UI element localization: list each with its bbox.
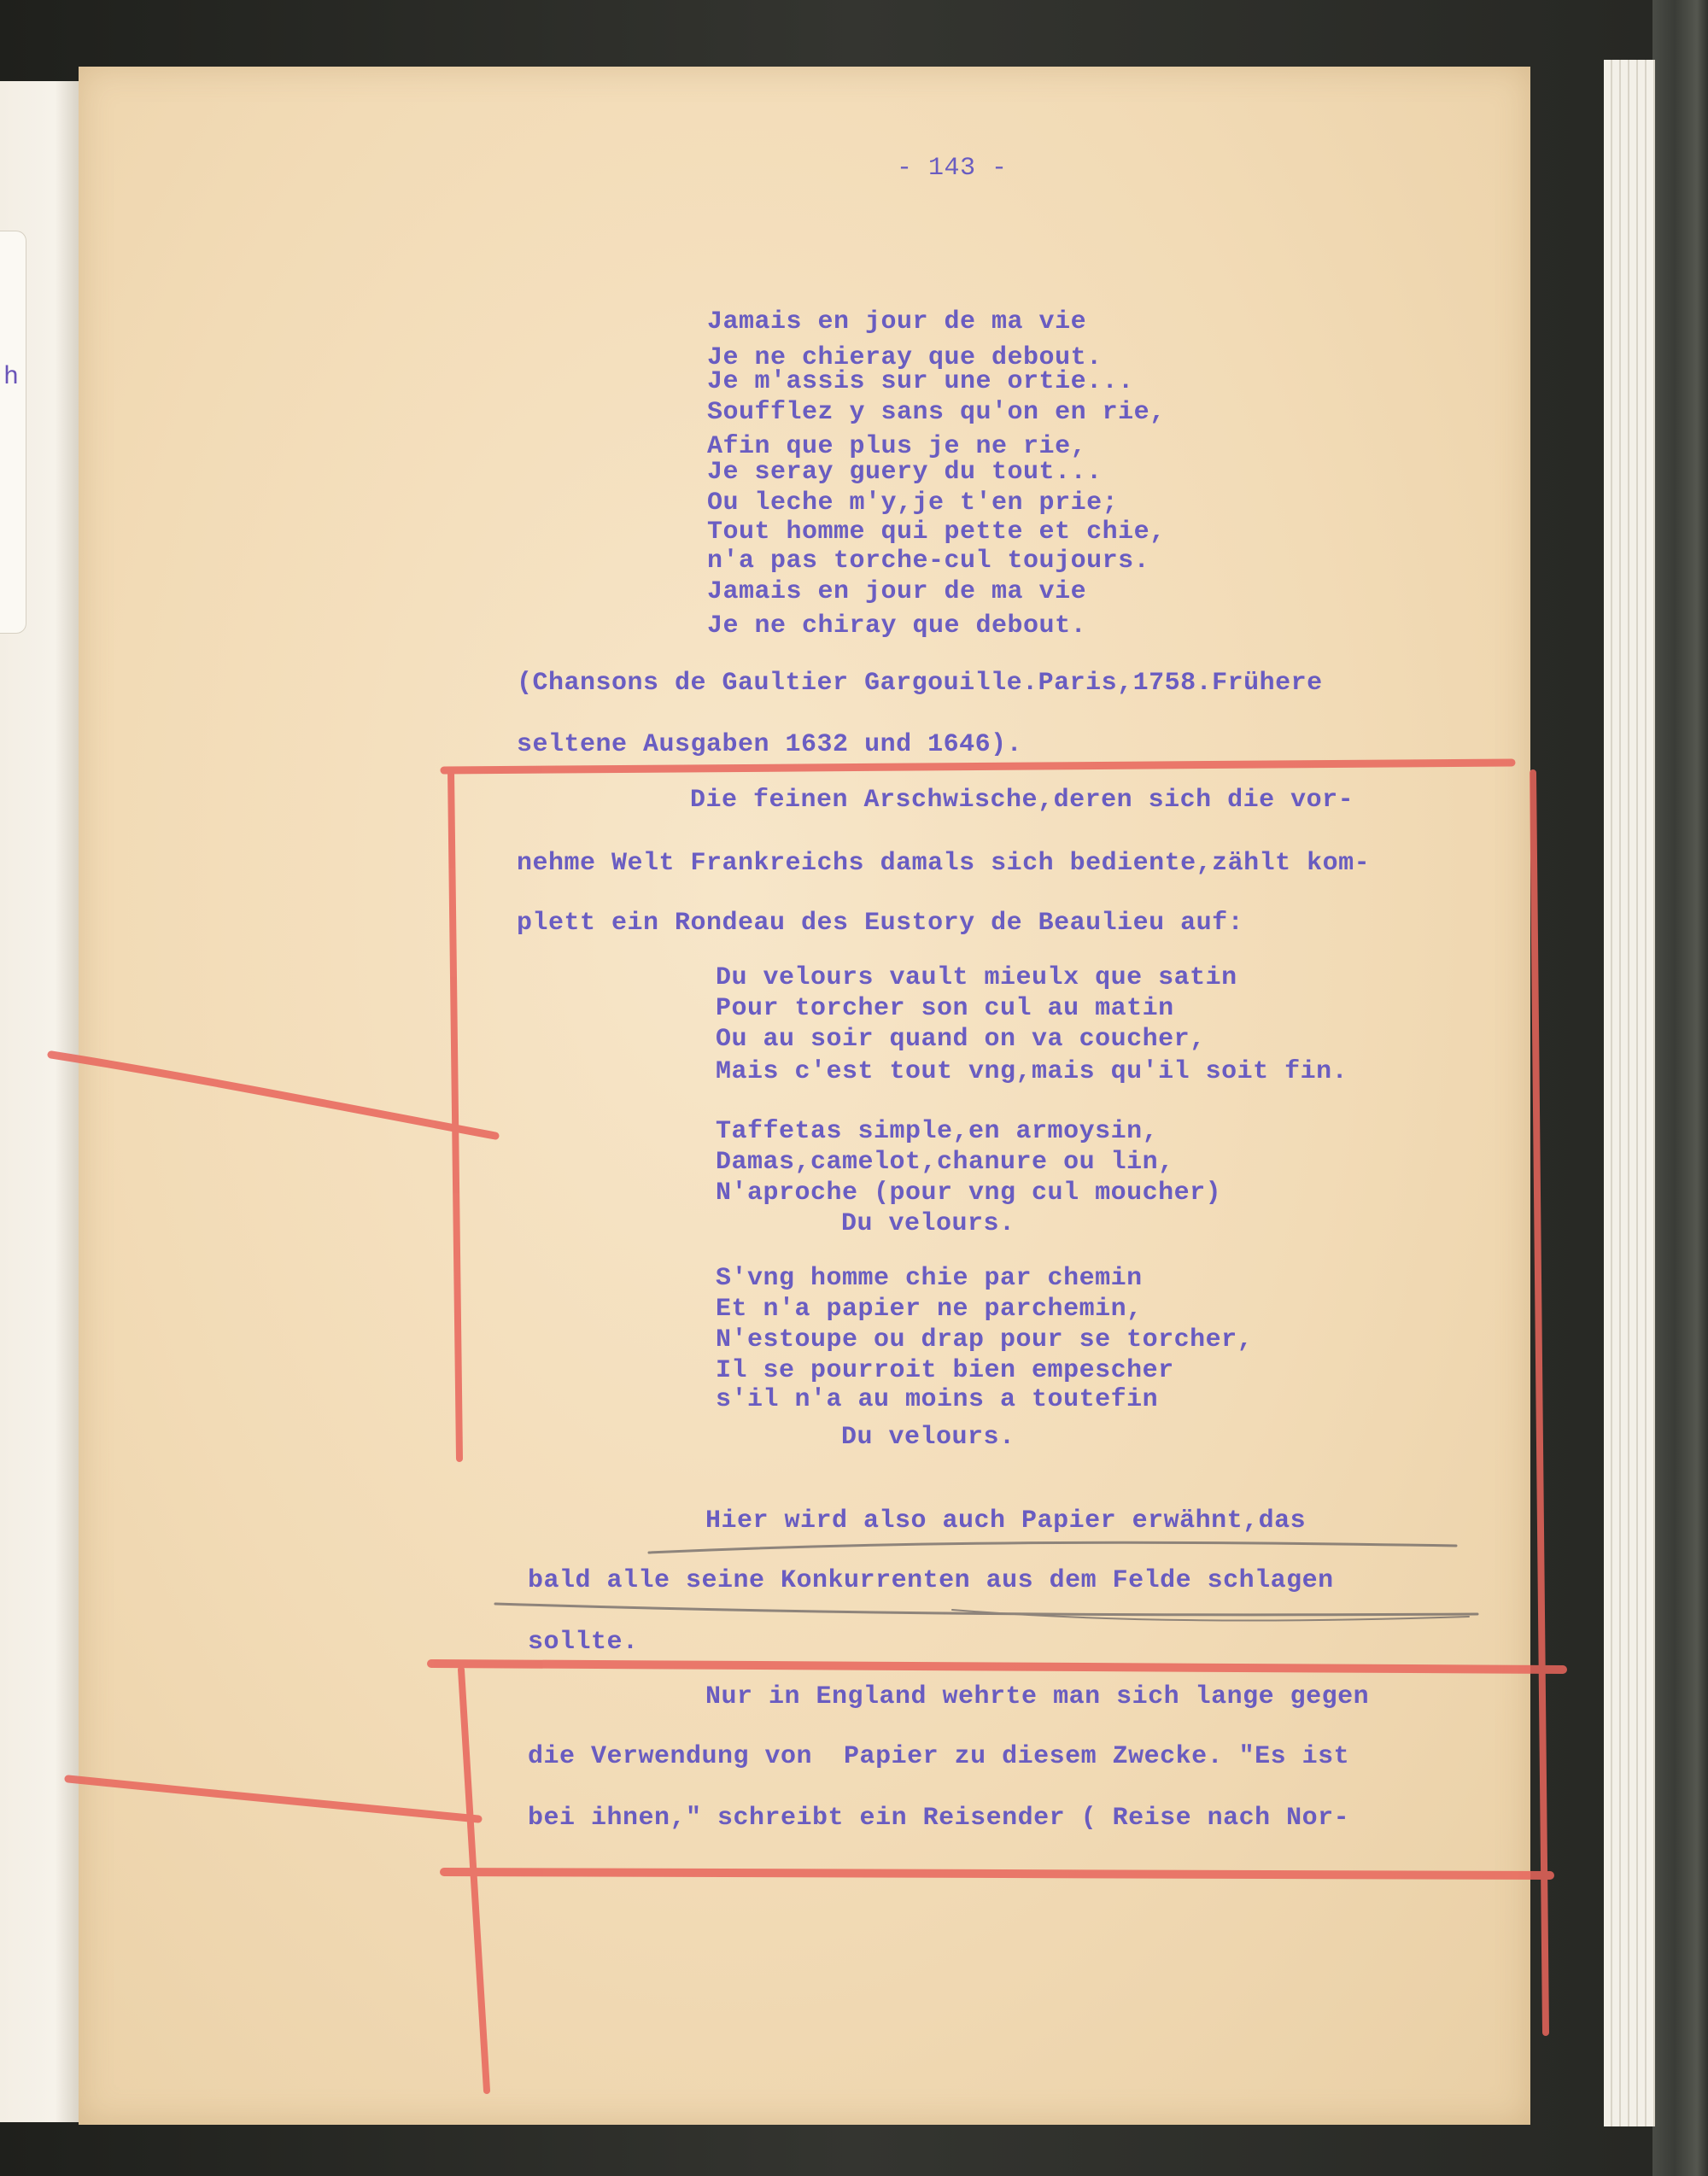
rondeau-refrain: Du velours.: [841, 1423, 1015, 1452]
rondeau-line: Du velours vault mieulx que satin: [716, 963, 1237, 992]
poem-1-line: Jamais en jour de ma vie: [707, 577, 1087, 606]
paragraph-2-line: Hier wird also auch Papier erwähnt,das: [705, 1506, 1307, 1535]
poem-1-line: n'a pas torche-cul toujours.: [707, 547, 1150, 576]
rondeau-line: N'estoupe ou drap pour se torcher,: [716, 1325, 1254, 1354]
rondeau-line: N'aproche (pour vng cul moucher): [716, 1179, 1222, 1208]
paragraph-3-line: bei ihnen," schreibt ein Reisender ( Reise nach Nor-: [528, 1804, 1350, 1833]
rondeau-line: Pour torcher son cul au matin: [716, 994, 1174, 1023]
paragraph-3-line: die Verwendung von Papier zu diesem Zwecke. "Es ist: [528, 1742, 1350, 1771]
citation-line: (Chansons de Gaultier Gargouille.Paris,1758.Frühere: [517, 669, 1323, 698]
rondeau-line: Ou au soir quand on va coucher,: [716, 1025, 1206, 1054]
previous-page-tab: [0, 231, 26, 634]
rondeau-line: Mais c'est tout vng,mais qu'il soit fin.: [716, 1057, 1348, 1086]
book-spine: [1652, 0, 1708, 2176]
paragraph-3-line: Nur in England wehrte man sich lange gegen: [705, 1682, 1370, 1711]
poem-1-line: Tout homme qui pette et chie,: [707, 518, 1166, 547]
poem-1-line: Ou leche m'y,je t'en prie;: [707, 488, 1119, 518]
poem-1-line: Je ne chieray que debout.: [707, 343, 1103, 372]
paragraph-1-line: plett ein Rondeau des Eustory de Beaulieu auf:: [517, 909, 1244, 938]
paragraph-2-line: bald alle seine Konkurrenten aus dem Felde schlagen: [528, 1566, 1334, 1595]
rondeau-line: S'vng homme chie par chemin: [716, 1264, 1143, 1293]
rondeau-line: Damas,camelot,chanure ou lin,: [716, 1148, 1174, 1177]
rondeau-line: Et n'a papier ne parchemin,: [716, 1295, 1143, 1324]
poem-1-line: Afin que plus je ne rie,: [707, 432, 1087, 461]
rondeau-line: Taffetas simple,en armoysin,: [716, 1117, 1159, 1146]
rondeau-refrain: Du velours.: [841, 1209, 1015, 1238]
poem-1-line: Je m'assis sur une ortie...: [707, 367, 1134, 396]
previous-page-margin-letter: h: [3, 363, 20, 392]
poem-1-line: Je seray guery du tout...: [707, 458, 1103, 487]
poem-1-line: Soufflez y sans qu'on en rie,: [707, 398, 1166, 427]
citation-line: seltene Ausgaben 1632 und 1646).: [517, 730, 1023, 759]
paragraph-2-line: sollte.: [528, 1628, 639, 1657]
page-edges: [1604, 60, 1655, 2126]
page-number: - 143 -: [897, 154, 1008, 183]
rondeau-line: s'il n'a au moins a toutefin: [716, 1385, 1159, 1414]
poem-1-line: Je ne chiray que debout.: [707, 611, 1087, 641]
paragraph-1-line: nehme Welt Frankreichs damals sich bediente,zählt kom-: [517, 849, 1371, 878]
poem-1-line: Jamais en jour de ma vie: [707, 307, 1087, 336]
rondeau-line: Il se pourroit bien empescher: [716, 1356, 1174, 1385]
paragraph-1-line: Die feinen Arschwische,deren sich die vor-: [690, 786, 1354, 815]
